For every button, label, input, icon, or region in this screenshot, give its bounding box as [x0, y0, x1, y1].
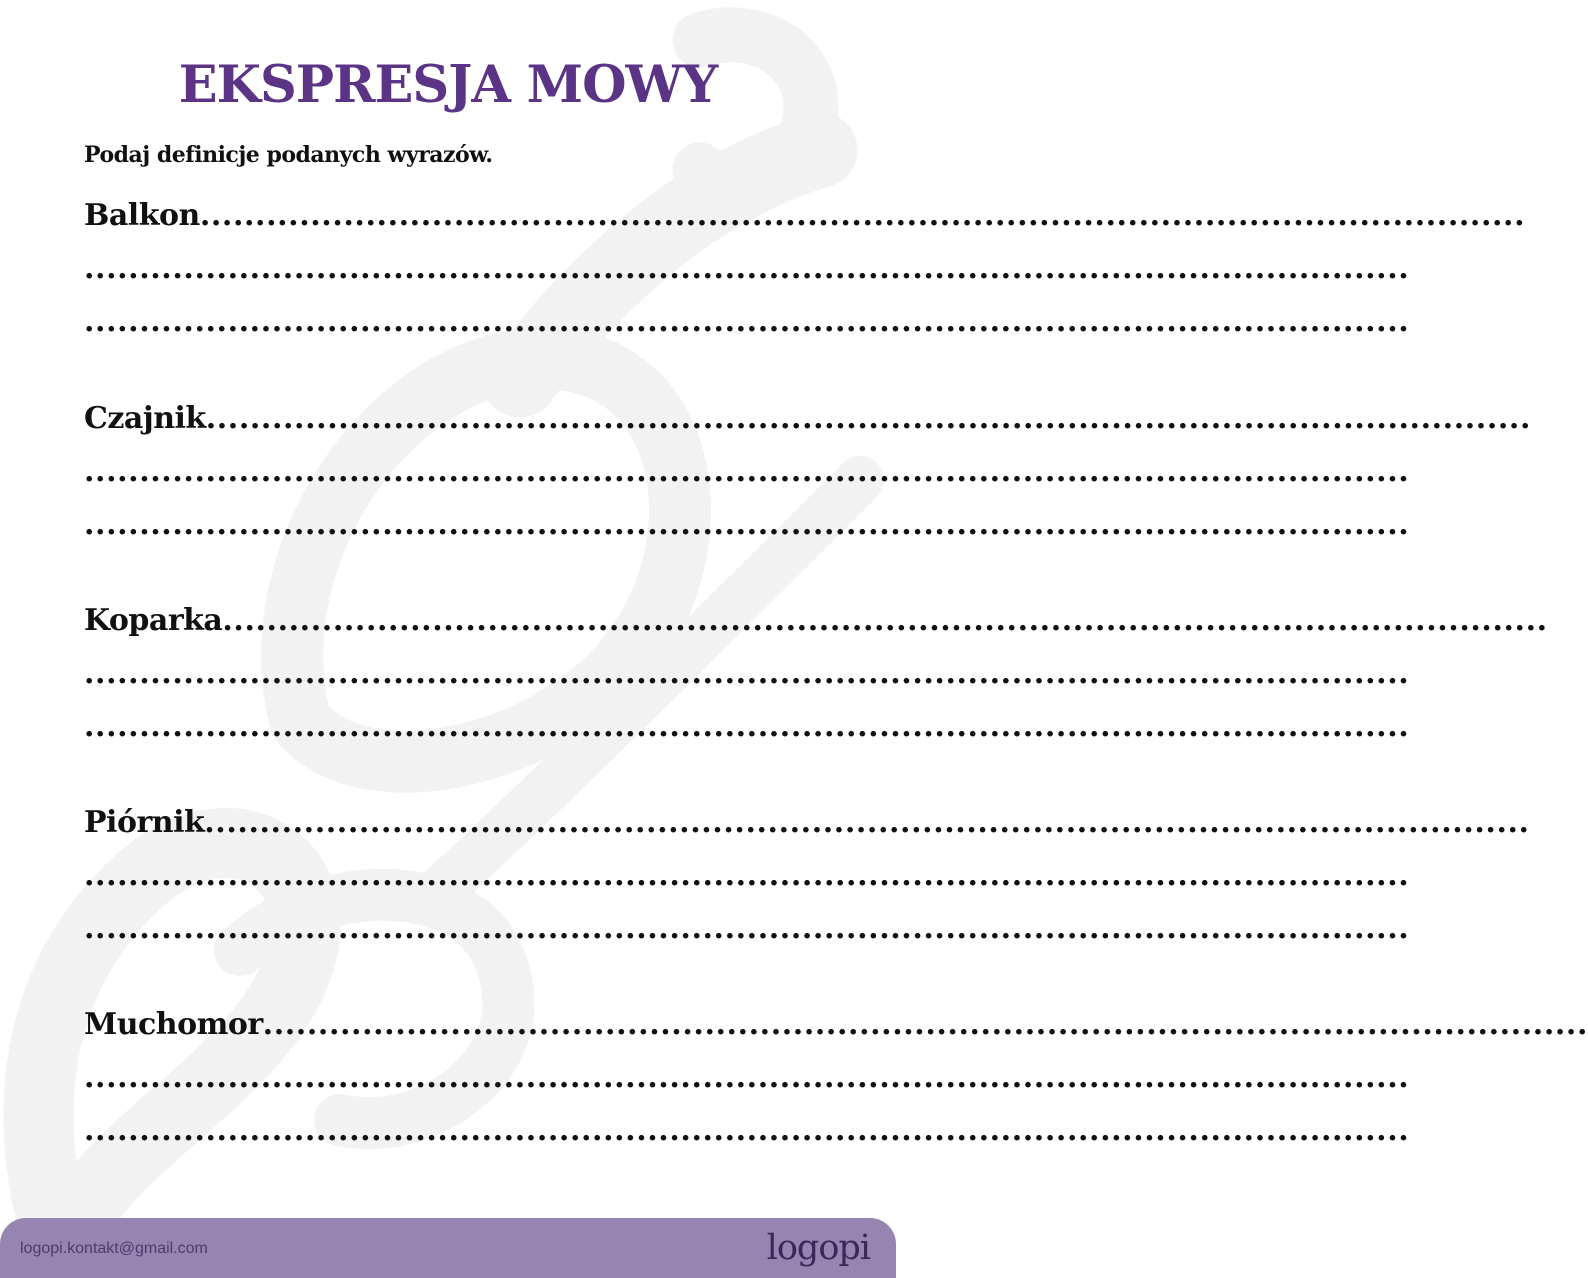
answer-dots: ........................................................................................................................ — [84, 251, 1410, 286]
definition-line[interactable] — [84, 234, 1410, 287]
answer-dots: ........................................................................................................................ — [84, 911, 1410, 946]
answer-dots: ........................................................................................................................ — [84, 1113, 1410, 1148]
definition-line[interactable] — [84, 841, 1410, 894]
brand-logo: logopi — [766, 1228, 870, 1268]
definition-line-first[interactable] — [84, 1003, 1588, 1043]
definition-line[interactable] — [84, 490, 1410, 543]
definition-line-first[interactable] — [84, 397, 1532, 437]
definition-line-first[interactable] — [84, 801, 1530, 841]
answer-dots: ........................................................................................................................ — [199, 198, 1526, 233]
answer-dots: ........................................................................................................................ — [84, 1060, 1410, 1095]
definition-entry-balkon — [84, 194, 1526, 340]
definition-line[interactable] — [84, 1043, 1410, 1096]
answer-dots: ........................................................................................................................ — [222, 603, 1548, 638]
definition-line[interactable] — [84, 639, 1410, 692]
entry-word: Muchomor — [84, 1007, 263, 1042]
definition-entry-koparka — [84, 599, 1548, 745]
definition-line[interactable] — [84, 287, 1410, 340]
entry-word: Czajnik — [84, 401, 206, 436]
definition-line-first[interactable] — [84, 599, 1548, 639]
entry-word: Piórnik — [84, 805, 205, 840]
answer-dots: ........................................................................................................................ — [84, 507, 1410, 542]
contact-email[interactable]: logopi.kontakt@gmail.com — [20, 1240, 208, 1257]
footer-bar — [0, 1218, 896, 1278]
instruction-text: Podaj definicje podanych wyrazów. — [84, 142, 493, 168]
answer-dots: ........................................................................................................................ — [84, 858, 1410, 893]
definition-line[interactable] — [84, 1096, 1410, 1149]
answer-dots: ........................................................................................................................ — [84, 304, 1410, 339]
answer-dots: ........................................................................................................................ — [84, 709, 1410, 744]
answer-dots: ........................................................................................................................ — [205, 401, 1532, 436]
definition-line[interactable] — [84, 437, 1410, 490]
entry-word: Balkon — [84, 198, 200, 233]
definition-entry-piornik — [84, 801, 1530, 947]
answer-dots: ........................................................................................................................ — [84, 656, 1410, 691]
definition-entry-czajnik — [84, 397, 1532, 543]
definition-line[interactable] — [84, 692, 1410, 745]
entry-word: Koparka — [84, 603, 223, 638]
answer-dots: ........................................................................................................................ — [84, 454, 1410, 489]
definition-entry-muchomor — [84, 1003, 1588, 1149]
answer-dots: ........................................................................................................................ — [262, 1007, 1588, 1042]
page-title: EKSPRESJA MOWY — [178, 55, 718, 115]
answer-dots: ........................................................................................................................ — [204, 805, 1530, 840]
definition-line[interactable] — [84, 894, 1410, 947]
definition-line-first[interactable] — [84, 194, 1526, 234]
